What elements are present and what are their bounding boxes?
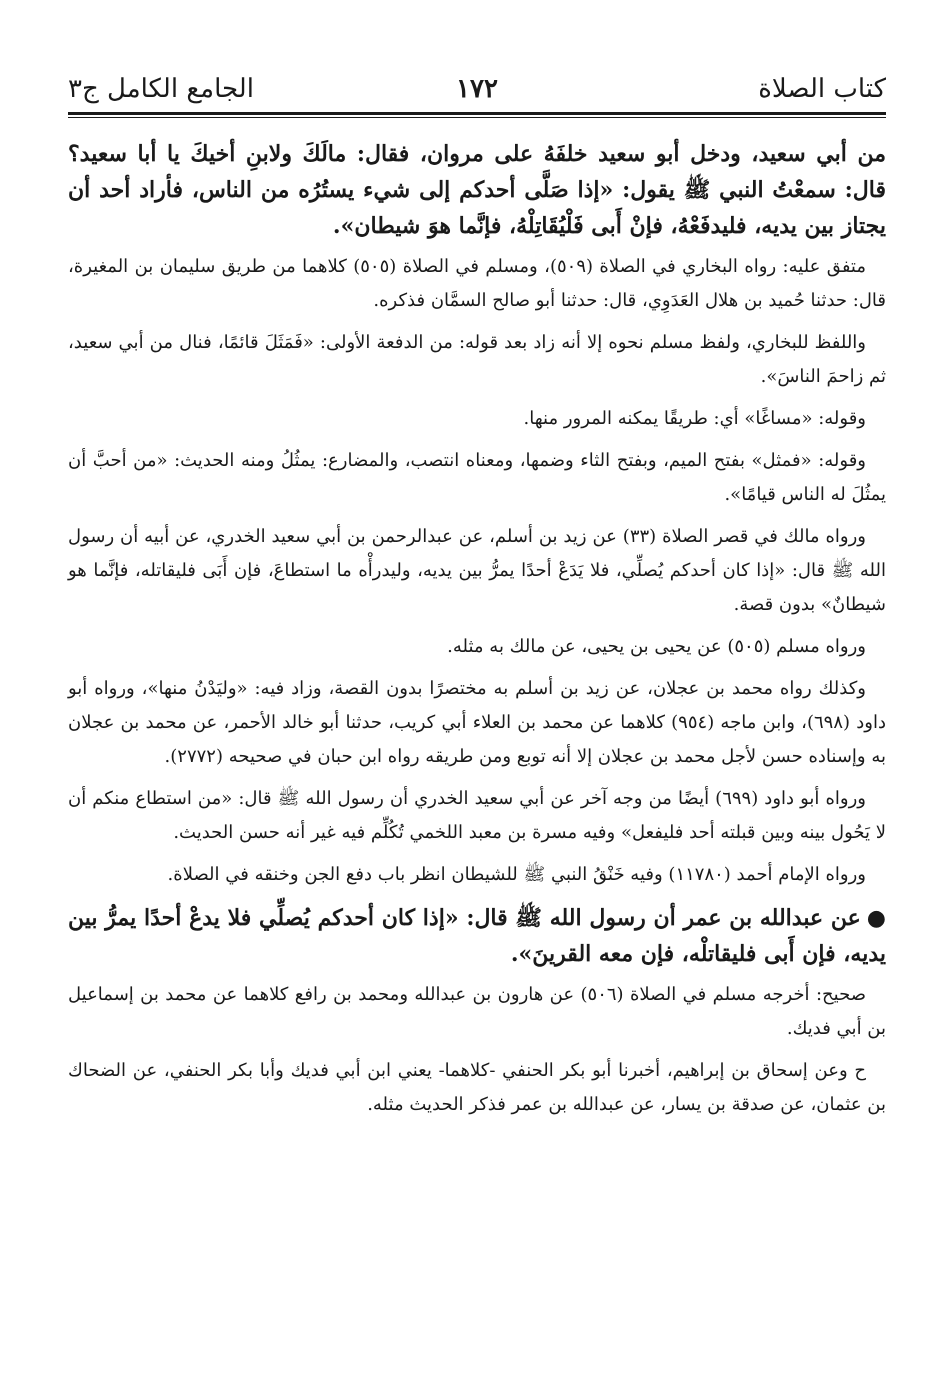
header-rule-thick: [68, 112, 886, 115]
page-number: ١٧٢: [456, 74, 498, 104]
header-rule-thin: [68, 117, 886, 118]
book-page: [68, 70, 886, 1130]
book-title: الجامع الكامل ج٣: [68, 74, 254, 104]
takhrij-note: ورواه أبو داود (٦٩٩) أيضًا من وجه آخر عن أبي سعيد الخدري أن رسول الله ﷺ قال: «من استطاع منكم أن لا يَحُول بينه وبين قبلته أحد فليفعل» وفيه مسرة بن معبد اللخمي تُكُلِّم فيه غير أنه حسن الحديث.: [68, 788, 886, 843]
hadith-text: من أبي سعيد، ودخل أبو سعيد خلفَهُ على مروان، فقال: مالَكَ ولابنِ أخيكَ يا أبا سعيد؟ قال: سمعْتُ النبي ﷺ يقول: «إذا صَلَّى أحدكم إلى شيء يستُرُه من الناس، فأراد أحد أن يجتاز بين يديه، فليدفَعْهُ، فإنْ أَبى فَلْيُقَاتِلْهُ، فإنَّما هوَ شيطان».: [68, 141, 886, 239]
takhrij-note: وكذلك رواه محمد بن عجلان، عن زيد بن أسلم به مختصرًا بدون القصة، وزاد فيه: «وليَدْنُ منها»، ورواه أبو داود (٦٩٨)، وابن ماجه (٩٥٤) كلاهما عن محمد بن العلاء أبي كريب، حدثنا أبو خالد الأحمر، عن محمد بن عجلان به وإسناده حسن لأجل محمد بن عجلان إلا أنه توبع ومن طريقه رواه ابن حبان في صحيحه (٢٧٧٢).: [68, 678, 886, 767]
takhrij-note: متفق عليه: رواه البخاري في الصلاة (٥٠٩)، ومسلم في الصلاة (٥٠٥) كلاهما من طريق سليمان بن المغيرة، قال: حدثنا حُميد بن هلال العَدَوِي، قال: حدثنا أبو صالح السمَّان فذكره.: [68, 256, 886, 311]
takhrij-note: ورواه الإمام أحمد (١١٧٨٠) وفيه خَنْقُ النبي ﷺ للشيطان انظر باب دفع الجن وخنقه في الصلاة.: [167, 864, 866, 885]
takhrij-note: وقوله: «مساغًا» أي: طريقًا يمكنه المرور منها.: [523, 408, 866, 429]
takhrij-note: ورواه مسلم (٥٠٥) عن يحيى بن يحيى، عن مالك به مثله.: [447, 636, 866, 657]
takhrij-note: صحيح: أخرجه مسلم في الصلاة (٥٠٦) عن هارون بن عبدالله ومحمد بن رافع كلاهما عن محمد بن إسماعيل بن أبي فديك.: [68, 984, 886, 1039]
takhrij-note: ورواه مالك في قصر الصلاة (٣٣) عن زيد بن أسلم، عن عبدالرحمن بن أبي سعيد الخدري، عن أبيه أن رسول الله ﷺ قال: «إذا كان أحدكم يُصلِّي، فلا يَدَعْ أحدًا يمرُّ بين يديه، وليدرأْه ما استطاعَ، فإن أَبَى فليقاتله، فإنَّما هو شيطانٌ» بدون قصة.: [68, 526, 886, 615]
hadith-text: ●عن عبدالله بن عمر أن رسول الله ﷺ قال: «إذا كان أحدكم يُصلِّي فلا يدعْ أحدًا يمرُّ بين يديه، فإن أَبى فليقاتلْه، فإن معه القرينَ».: [68, 905, 887, 967]
page-body: [68, 136, 886, 1122]
takhrij-note: واللفظ للبخاري، ولفظ مسلم نحوه إلا أنه زاد بعد قوله: من الدفعة الأولى: «فَمَثَلَ قائمًا، فنال من أبي سعيد، ثم زاحمَ الناسَ».: [68, 332, 886, 387]
chapter-title: كتاب الصلاة: [758, 74, 886, 104]
takhrij-note: ح وعن إسحاق بن إبراهيم، أخبرنا أبو بكر الحنفي -كلاهما- يعني ابن أبي فديك وأبا بكر الحنفي، عن الضحاك بن عثمان، عن صدقة بن يسار، عن عبدالله بن عمر فذكر الحديث مثله.: [68, 1060, 886, 1115]
takhrij-note: وقوله: «فمثل» بفتح الميم، وبفتح الثاء وضمها، ومعناه انتصب، والمضارع: يمثُلُ ومنه الحديث: «من أحبَّ أن يمثُلَ له الناس قيامًا».: [68, 450, 886, 505]
running-header: [68, 70, 886, 110]
bullet-icon: ●: [866, 905, 887, 931]
